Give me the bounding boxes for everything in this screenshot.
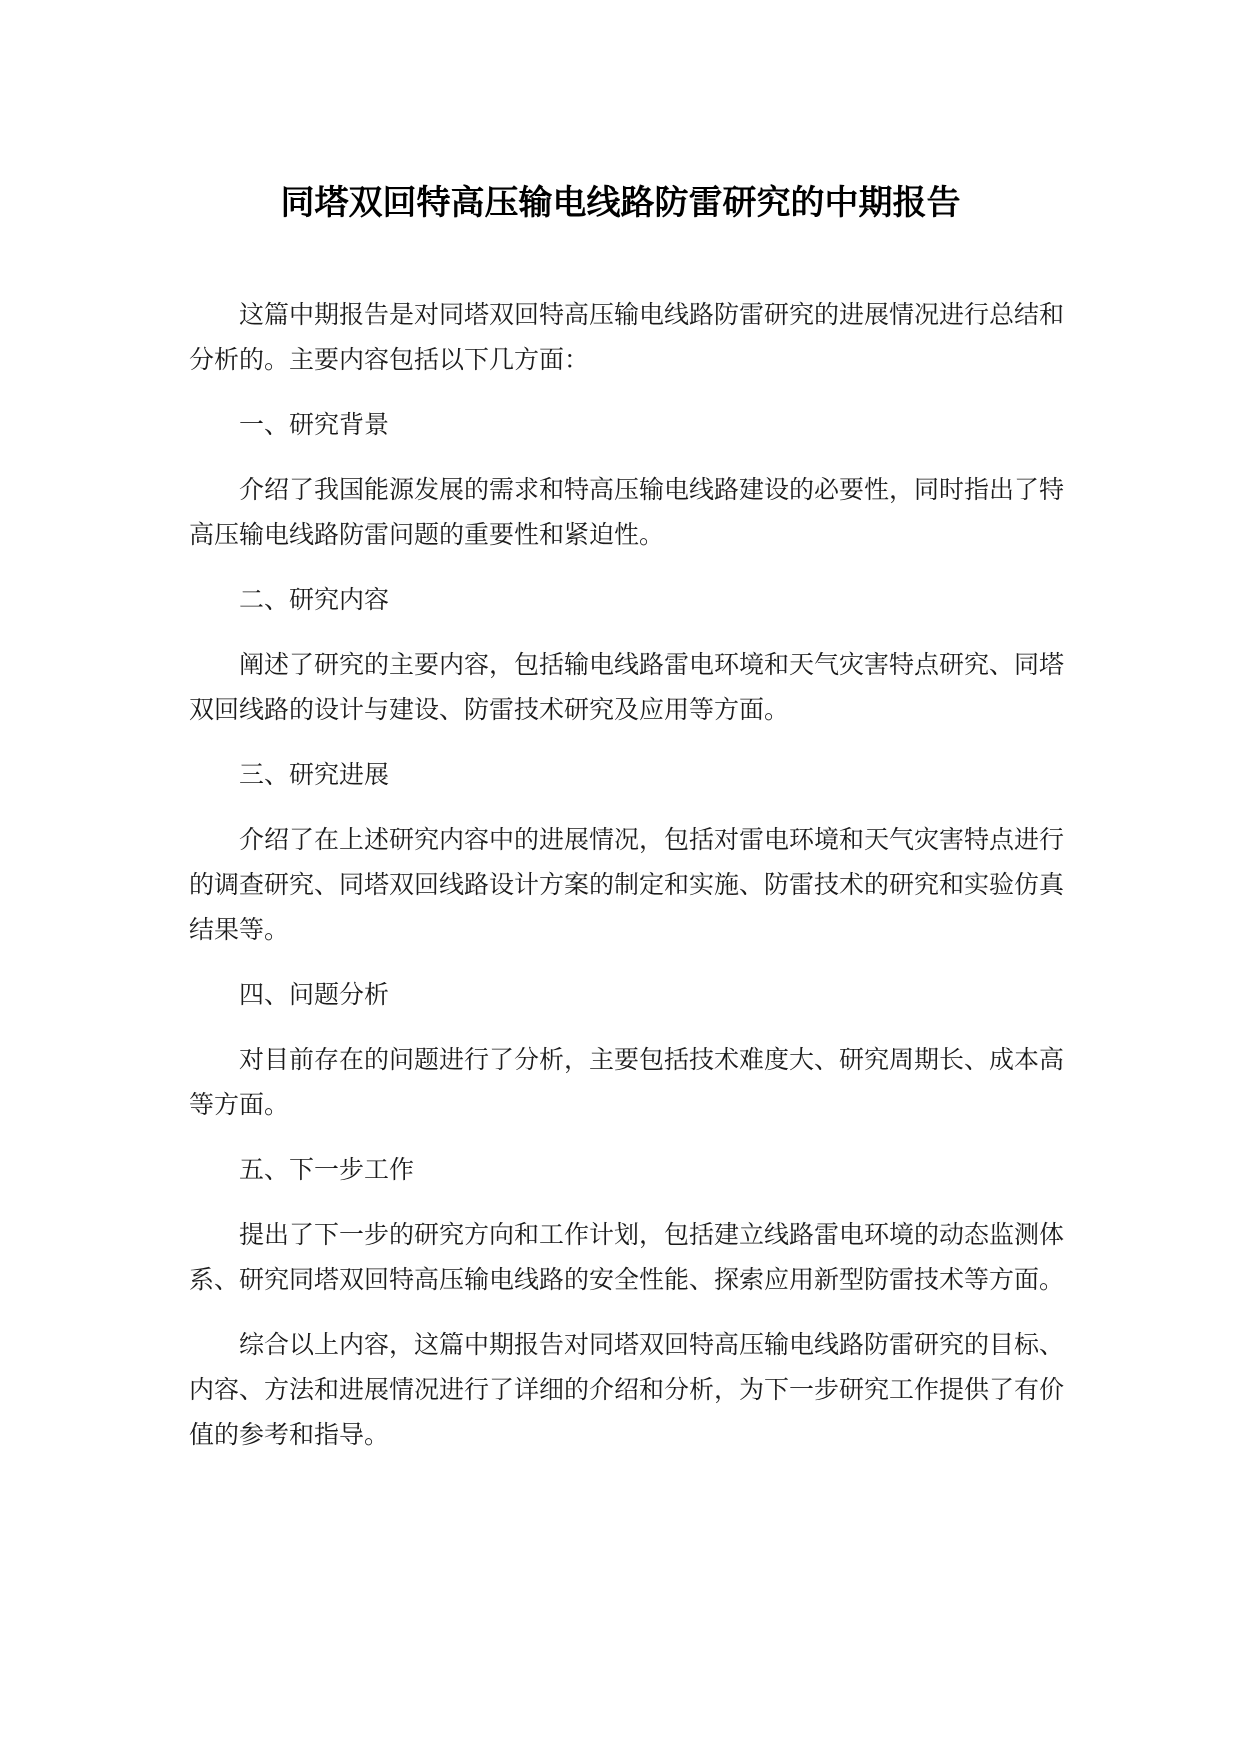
section-heading-next-steps: 五、下一步工作 xyxy=(239,1155,415,1184)
document-body xyxy=(189,292,1079,1477)
conclusion-paragraph: 综合以上内容，这篇中期报告对同塔双回特高压输电线路防雷研究的目标、内容、方法和进展情况进行了详细的介绍和分析，为下一步研究工作提供了有价值的参考和指导。 xyxy=(189,1330,1065,1449)
section-heading-problems: 四、问题分析 xyxy=(239,980,390,1009)
intro-paragraph: 这篇中期报告是对同塔双回特高压输电线路防雷研究的进展情况进行总结和分析的。主要内容包括以下几方面： xyxy=(189,300,1065,374)
section-heading-background: 一、研究背景 xyxy=(239,410,390,439)
section-body-content: 阐述了研究的主要内容，包括输电线路雷电环境和天气灾害特点研究、同塔双回线路的设计与建设、防雷技术研究及应用等方面。 xyxy=(189,650,1065,724)
section-body-problems: 对目前存在的问题进行了分析，主要包括技术难度大、研究周期长、成本高等方面。 xyxy=(189,1045,1065,1119)
section-body-background: 介绍了我国能源发展的需求和特高压输电线路建设的必要性，同时指出了特高压输电线路防雷问题的重要性和紧迫性。 xyxy=(189,475,1065,549)
section-heading-progress: 三、研究进展 xyxy=(239,760,390,789)
document-title: 同塔双回特高压输电线路防雷研究的中期报告 xyxy=(280,183,961,223)
section-body-next-steps: 提出了下一步的研究方向和工作计划，包括建立线路雷电环境的动态监测体系、研究同塔双回特高压输电线路的安全性能、探索应用新型防雷技术等方面。 xyxy=(189,1220,1065,1294)
section-body-progress: 介绍了在上述研究内容中的进展情况，包括对雷电环境和天气灾害特点进行的调查研究、同塔双回线路设计方案的制定和实施、防雷技术的研究和实验仿真结果等。 xyxy=(189,825,1065,944)
section-heading-content: 二、研究内容 xyxy=(239,585,390,614)
